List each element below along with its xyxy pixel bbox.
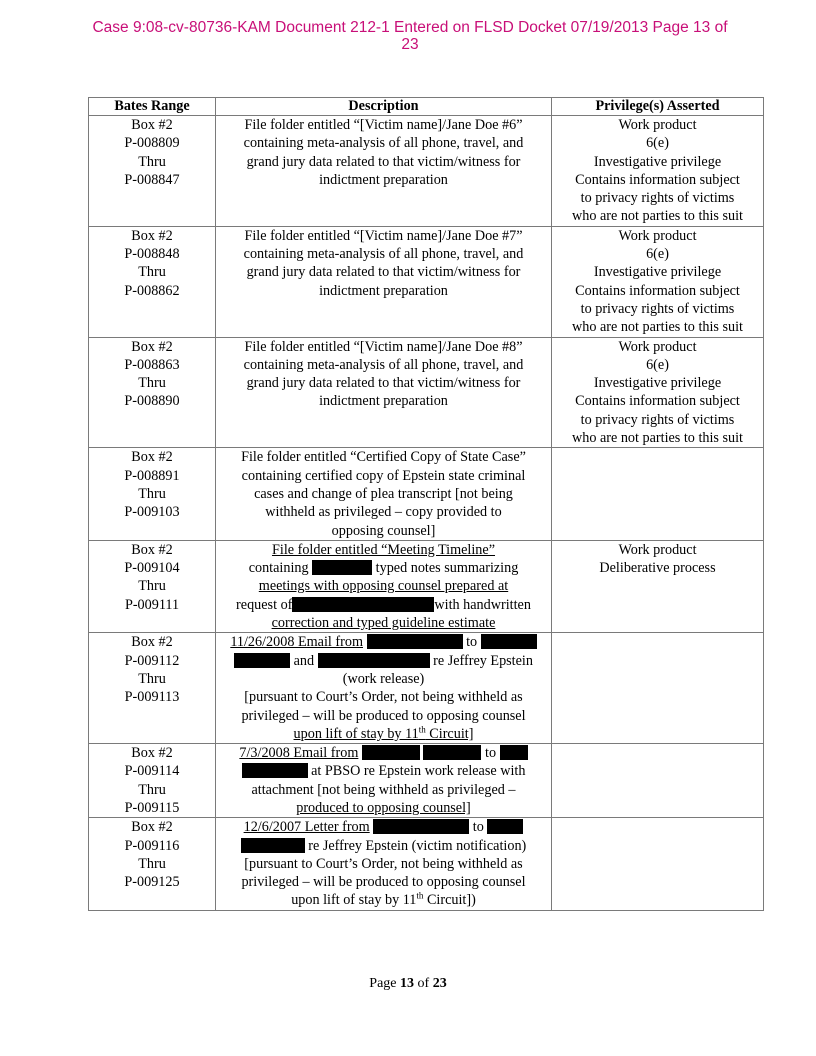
description-line — [220, 559, 547, 577]
privilege-item: Investigative privilege — [593, 375, 722, 392]
description-line: indictment preparation — [319, 282, 448, 299]
privilege-log-table — [88, 97, 764, 911]
description-line: cases and change of plea transcript [not being — [254, 485, 513, 502]
table-row — [89, 633, 764, 744]
description-line: (work release) — [342, 670, 425, 687]
description-cell — [216, 744, 552, 818]
bates-box: Box #2 — [131, 338, 173, 355]
redaction-block — [487, 819, 523, 834]
privilege-item: Investigative privilege — [593, 153, 722, 170]
redaction-block — [367, 634, 463, 649]
privilege-item: to privacy rights of victims — [580, 300, 735, 317]
bates-range-cell — [89, 540, 216, 632]
bates-start: P-008848 — [124, 246, 180, 263]
privileges-cell — [552, 818, 764, 910]
description-text: to — [466, 634, 478, 651]
docket-header — [60, 19, 760, 53]
docket-header-line-2: 23 — [401, 36, 419, 53]
description-cell — [216, 116, 552, 227]
description-line — [220, 818, 547, 836]
description-line — [220, 614, 547, 632]
privilege-item: to privacy rights of victims — [580, 411, 735, 428]
bates-range-cell — [89, 116, 216, 227]
page-footer — [0, 976, 816, 992]
description-line — [220, 725, 547, 743]
description-text: to — [485, 745, 497, 762]
description-line — [220, 577, 547, 595]
description-text: typed notes summarizing — [375, 560, 519, 577]
description-line: attachment [not being withheld as privileged – — [251, 781, 516, 798]
description-cell — [216, 448, 552, 540]
page-number: 13 — [400, 976, 415, 991]
bates-start: P-009104 — [124, 560, 180, 577]
privilege-item: Work product — [618, 117, 697, 133]
bates-end: P-009113 — [124, 689, 180, 706]
description-text: 12/6/2007 Letter from — [243, 819, 370, 836]
description-line: [pursuant to Court’s Order, not being withheld as — [244, 855, 523, 872]
description-text: with handwritten — [434, 596, 531, 613]
description-line: containing meta-analysis of all phone, travel, and — [243, 356, 524, 373]
description-text: at PBSO re Epstein work release with — [311, 763, 526, 780]
redaction-block — [234, 653, 290, 668]
bates-end: P-008847 — [124, 171, 180, 188]
column-header-description: Description — [216, 98, 552, 116]
description-cell — [216, 633, 552, 744]
bates-start: P-009112 — [124, 652, 180, 669]
bates-end: P-009111 — [124, 596, 180, 613]
table-header-row — [89, 98, 764, 116]
bates-thru: Thru — [138, 670, 166, 687]
column-header-privileges: Privilege(s) Asserted — [552, 98, 764, 116]
description-text: upon lift of stay by 11 — [291, 892, 417, 909]
description-line — [220, 633, 547, 651]
privilege-item: 6(e) — [646, 356, 669, 373]
description-line: indictment preparation — [319, 393, 448, 410]
redaction-block — [292, 597, 434, 612]
page-prefix: Page — [369, 976, 401, 991]
description-line — [220, 837, 547, 855]
privilege-item: Contains information subject — [575, 393, 740, 410]
privileges-cell — [552, 337, 764, 448]
description-line: grand jury data related to that victim/witness for — [246, 264, 521, 281]
privileges-cell — [552, 448, 764, 540]
privilege-item: Contains information subject — [575, 282, 740, 299]
bates-end: P-009103 — [124, 504, 180, 521]
description-text: Circuit] — [425, 725, 474, 742]
description-text: 7/3/2008 Email from — [239, 745, 359, 762]
description-line: File folder entitled “[Victim name]/Jane Doe #8” — [244, 338, 523, 355]
redaction-block — [312, 560, 372, 575]
bates-thru: Thru — [138, 264, 166, 281]
description-text: and — [293, 652, 315, 669]
table-row — [89, 744, 764, 818]
description-text: meetings with opposing counsel prepared at — [258, 578, 509, 595]
description-text: re Jeffrey Epstein — [433, 652, 533, 669]
description-line: indictment preparation — [319, 171, 448, 188]
privilege-item: to privacy rights of victims — [580, 190, 735, 207]
description-line: opposing counsel] — [331, 522, 436, 539]
table-row — [89, 116, 764, 227]
bates-thru: Thru — [138, 485, 166, 502]
privilege-item: Work product — [618, 541, 697, 558]
privileges-cell — [552, 744, 764, 818]
redaction-block — [362, 745, 420, 760]
description-cell — [216, 540, 552, 632]
bates-end: P-009125 — [124, 874, 180, 891]
bates-thru: Thru — [138, 153, 166, 170]
table-row — [89, 818, 764, 910]
privileges-cell — [552, 633, 764, 744]
privilege-item: who are not parties to this suit — [571, 430, 743, 447]
redaction-block — [242, 763, 308, 778]
bates-start: P-009116 — [124, 837, 180, 854]
description-line — [220, 652, 547, 670]
bates-start: P-008863 — [124, 356, 180, 373]
privilege-item: who are not parties to this suit — [571, 208, 743, 225]
bates-box: Box #2 — [131, 745, 173, 762]
bates-box: Box #2 — [131, 449, 173, 466]
bates-start: P-009114 — [124, 763, 180, 780]
description-line: File folder entitled “[Victim name]/Jane Doe #7” — [244, 227, 523, 244]
privileges-cell — [552, 226, 764, 337]
redaction-block — [423, 745, 481, 760]
description-line — [220, 596, 547, 614]
table-row — [89, 540, 764, 632]
privilege-item: who are not parties to this suit — [571, 319, 743, 336]
table-row — [89, 337, 764, 448]
superscript: th — [416, 890, 424, 901]
description-text: correction and typed guideline estimate — [271, 615, 496, 632]
description-line: withheld as privileged – copy provided to — [265, 504, 502, 521]
page-total: 23 — [432, 976, 447, 991]
redaction-block — [241, 838, 305, 853]
description-line — [220, 891, 547, 909]
bates-start: P-008891 — [124, 467, 180, 484]
redaction-block — [481, 634, 537, 649]
bates-range-cell — [89, 633, 216, 744]
column-header-bates-range: Bates Range — [89, 98, 216, 116]
privilege-item: Contains information subject — [575, 171, 740, 188]
bates-box: Box #2 — [131, 227, 173, 244]
privileges-cell — [552, 540, 764, 632]
privilege-item: 6(e) — [646, 135, 669, 152]
privilege-item: Deliberative process — [599, 560, 716, 577]
bates-box: Box #2 — [131, 819, 173, 836]
description-line — [220, 762, 547, 780]
docket-header-line-1: Case 9:08-cv-80736-KAM Document 212-1 Entered on FLSD Docket 07/19/2013 Page 13 of — [92, 19, 728, 36]
bates-thru: Thru — [138, 375, 166, 392]
description-text: 11/26/2008 Email from — [230, 634, 363, 651]
description-text: request of — [236, 596, 293, 613]
description-text: File folder entitled “Meeting Timeline” — [271, 541, 496, 558]
privilege-item: 6(e) — [646, 246, 669, 263]
description-line: File folder entitled “Certified Copy of State Case” — [241, 449, 526, 466]
description-text: to — [472, 819, 484, 836]
redaction-block — [318, 653, 430, 668]
description-line: containing meta-analysis of all phone, travel, and — [243, 246, 524, 263]
superscript: th — [418, 724, 426, 735]
privileges-cell — [552, 116, 764, 227]
redaction-block — [373, 819, 469, 834]
description-line — [220, 799, 547, 817]
description-line: privileged – will be produced to opposing counsel — [241, 874, 526, 891]
bates-range-cell — [89, 226, 216, 337]
bates-box: Box #2 — [131, 541, 173, 558]
description-line: containing meta-analysis of all phone, travel, and — [243, 135, 524, 152]
redaction-block — [500, 745, 528, 760]
description-line: File folder entitled “[Victim name]/Jane Doe #6” — [244, 117, 523, 133]
bates-range-cell — [89, 448, 216, 540]
description-text: containing — [248, 560, 309, 577]
description-line: privileged – will be produced to opposing counsel — [241, 707, 526, 724]
description-line: grand jury data related to that victim/witness for — [246, 375, 521, 392]
description-line: [pursuant to Court’s Order, not being withheld as — [244, 689, 523, 706]
bates-thru: Thru — [138, 578, 166, 595]
bates-range-cell — [89, 744, 216, 818]
privilege-item: Work product — [618, 227, 697, 244]
bates-box: Box #2 — [131, 117, 173, 133]
page-of: of — [414, 976, 433, 991]
description-line — [220, 541, 547, 559]
bates-range-cell — [89, 337, 216, 448]
description-text: produced to opposing counsel] — [296, 799, 471, 816]
table-row — [89, 226, 764, 337]
table-row — [89, 448, 764, 540]
bates-box: Box #2 — [131, 634, 173, 651]
description-text: Circuit]) — [423, 892, 476, 909]
description-line: containing certified copy of Epstein state criminal — [241, 467, 526, 484]
bates-end: P-009115 — [124, 799, 180, 816]
description-line: grand jury data related to that victim/witness for — [246, 153, 521, 170]
bates-start: P-008809 — [124, 135, 180, 152]
description-cell — [216, 337, 552, 448]
bates-end: P-008862 — [124, 282, 180, 299]
description-cell — [216, 226, 552, 337]
bates-end: P-008890 — [124, 393, 180, 410]
bates-thru: Thru — [138, 855, 166, 872]
privilege-item: Investigative privilege — [593, 264, 722, 281]
privilege-item: Work product — [618, 338, 697, 355]
description-cell — [216, 818, 552, 910]
bates-range-cell — [89, 818, 216, 910]
description-text: re Jeffrey Epstein (victim notification) — [308, 837, 527, 854]
description-text: upon lift of stay by 11 — [293, 725, 419, 742]
bates-thru: Thru — [138, 781, 166, 798]
description-line — [220, 744, 547, 762]
